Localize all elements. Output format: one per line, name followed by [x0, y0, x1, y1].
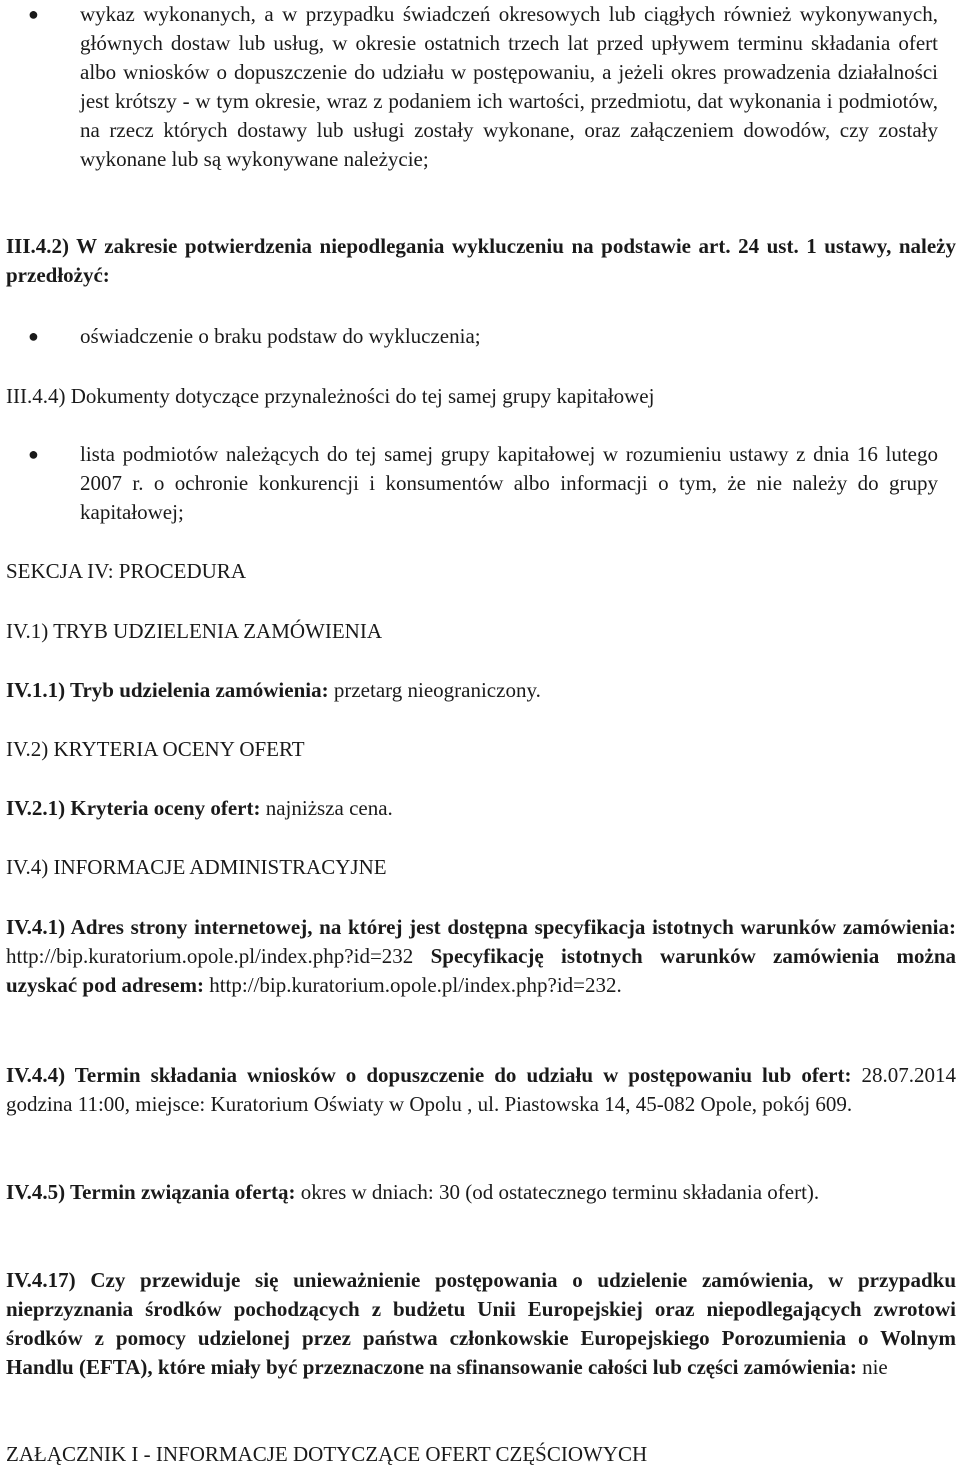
field-label: IV.4.4) Termin składania wniosków o dopuszczenie do udziału w postępowaniu lub ofert: — [6, 1063, 852, 1087]
field-iv-2-1 — [6, 794, 956, 823]
field-label: Specyfikację istotnych warunków zamówienia można uzyskać pod adresem: — [6, 944, 956, 997]
field-value: najniższa cena. — [260, 796, 393, 820]
field-label: IV.4.5) Termin związania ofertą: — [6, 1180, 296, 1204]
field-value: http://bip.kuratorium.opole.pl/index.php?id=232 — [6, 944, 414, 968]
subsection-iv-4: IV.4) INFORMACJE ADMINISTRACYJNE — [6, 855, 387, 879]
section-heading-iii-4-2: III.4.2) W zakresie potwierdzenia niepodlegania wykluczeniu na podstawie art. 24 ust. 1 ustawy, należy przedłożyć: — [6, 234, 956, 287]
section-heading-iii-4-4: III.4.4) Dokumenty dotyczące przynależności do tej samej grupy kapitałowej — [6, 384, 655, 408]
field-value: nie — [856, 1355, 888, 1379]
field-value: okres w dniach: 30 (od ostatecznego terminu składania ofert). — [295, 1180, 820, 1204]
subsection-iv-2: IV.2) KRYTERIA OCENY OFERT — [6, 737, 305, 761]
section-title: SEKCJA IV: PROCEDURA — [6, 559, 246, 583]
field-value: http://bip.kuratorium.opole.pl/index.php?id=232. — [203, 973, 622, 997]
field-iv-1-1 — [6, 676, 956, 705]
subsection-iv-1: IV.1) TRYB UDZIELENIA ZAMÓWIENIA — [6, 619, 383, 643]
field-value: 28.07.2014 godzina 11:00, miejsce: Kuratorium Oświaty w Opolu , ul. Piastowska 14, 45-082 Opole, pokój 609. — [6, 1063, 956, 1116]
field-label: IV.4.17) Czy przewiduje się unieważnienie postępowania o udzielenie zamówienia, w przypadku nieprzyznania środków pochodzących z budżetu Unii Europejskiej oraz niepodlegających zwrotowi środków z pomocy udzielonej przez państwa członkowskie Europejskiego Porozumienia o Wolnym Handlu (EFTA), które miały być przeznaczone na sfinansowanie całości lub części zamówienia: — [6, 1268, 956, 1379]
bullet-icon: ● — [28, 444, 39, 464]
list-item-text: wykaz wykonanych, a w przypadku świadczeń okresowych lub ciągłych również wykonywanych, głównych dostaw lub usług, w okresie ostatnich trzech lat przed upływem terminu składania ofert albo wniosków o dopuszczenie do udziału w postępowaniu, a jeżeli okres prowadzenia działalności jest krótszy - w tym okresie, wraz z podaniem ich wartości, przedmiotu, dat wykonania i podmiotów, na rzecz których dostawy lub usługi zostały wykonane, oraz załączeniem dowodów, czy zostały wykonane lub są wykonywane należycie; — [80, 2, 938, 171]
field-label: IV.4.1) Adres strony internetowej, na której jest dostępna specyfikacja istotnych warunków zamówienia: — [6, 915, 956, 939]
field-iv-4-17 — [6, 1266, 956, 1382]
field-iv-4-4 — [6, 1061, 956, 1119]
field-iv-4-5 — [6, 1178, 956, 1207]
list-item-text: oświadczenie o braku podstaw do wykluczenia; — [80, 324, 481, 348]
list-item-text: lista podmiotów należących do tej samej grupy kapitałowej w rozumieniu ustawy z dnia 16 lutego 2007 r. o ochronie konkurencji i konsumentów albo informacji o tym, że nie należy do grupy kapitałowej; — [80, 442, 938, 524]
field-value: przetarg nieograniczony. — [328, 678, 541, 702]
annex-title: ZAŁĄCZNIK I - INFORMACJE DOTYCZĄCE OFERT CZĘŚCIOWYCH — [6, 1442, 648, 1466]
field-label: IV.1.1) Tryb udzielenia zamówienia: — [6, 678, 329, 702]
field-label: IV.2.1) Kryteria oceny ofert: — [6, 796, 261, 820]
bullet-icon: ● — [28, 4, 39, 24]
field-iv-4-1 — [6, 913, 956, 1000]
bullet-icon: ● — [28, 326, 39, 346]
